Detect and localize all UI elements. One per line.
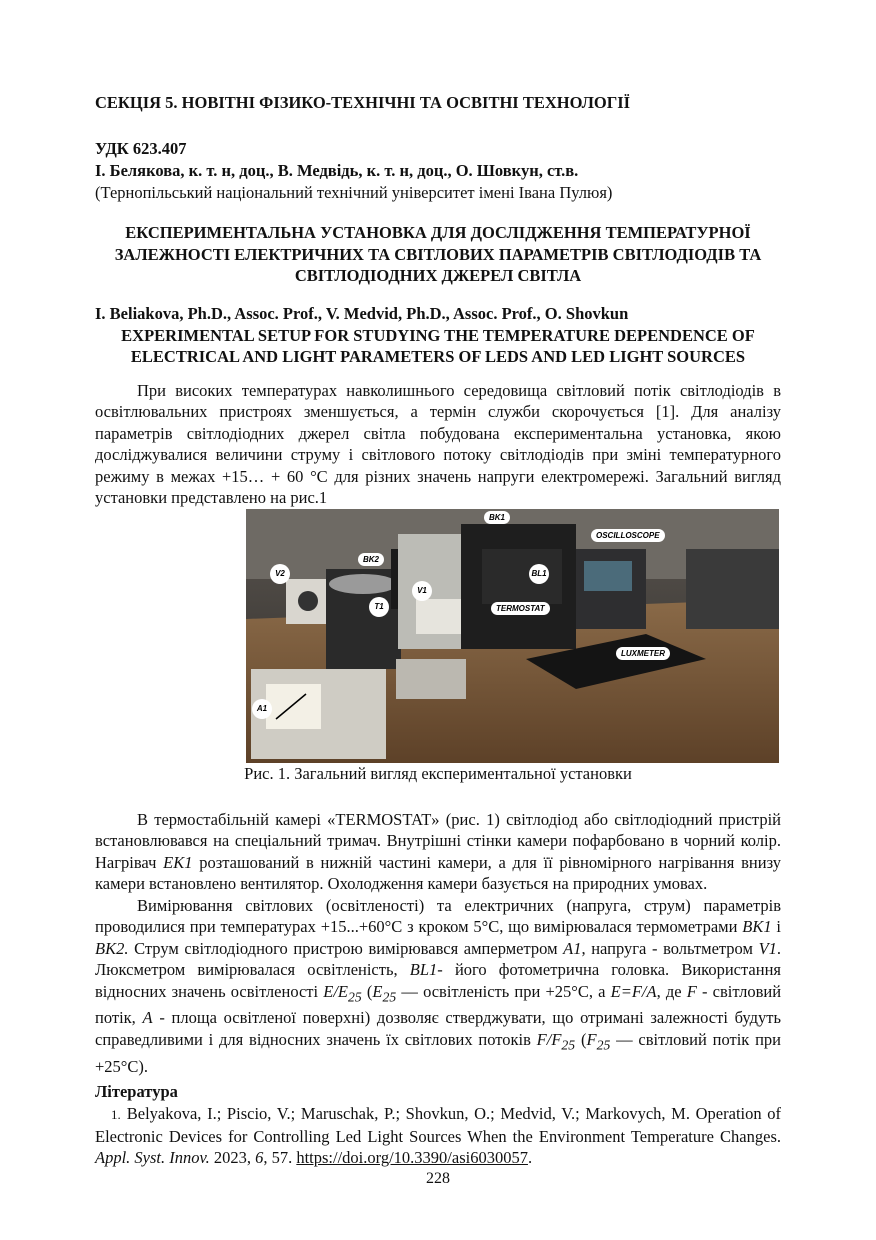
- label-luxmeter: LUXMETER: [616, 647, 670, 660]
- label-a1: A1: [252, 699, 272, 719]
- title-ua: ЕКСПЕРИМЕНТАЛЬНА УСТАНОВКА ДЛЯ ДОСЛІДЖЕННЯ ТЕМПЕРАТУРНОЇ ЗАЛЕЖНОСТІ ЕЛЕКТРИЧНИХ ТА СВІТЛОВИХ ПАРАМЕТРІВ СВІТЛОДІОДІВ ТА СВІТЛОДІОДНИХ ДЖЕРЕЛ СВІТЛА: [114, 223, 762, 285]
- label-termostat: TERMOSTAT: [491, 602, 550, 615]
- label-bk1: BK1: [484, 511, 510, 524]
- label-bk2: BK2: [358, 553, 384, 566]
- label-oscilloscope: OSCILLOSCOPE: [591, 529, 665, 542]
- section-heading: СЕКЦІЯ 5. НОВІТНІ ФІЗИКО-ТЕХНІЧНІ ТА ОСВІТНІ ТЕХНОЛОГІЇ: [95, 93, 631, 112]
- page-number: 228: [426, 1170, 450, 1187]
- title-en: EXPERIMENTAL SETUP FOR STUDYING THE TEMPERATURE DEPENDENCE OF ELECTRICAL AND LIGHT PARAMETERS OF LEDS AND LED LIGHT SOURCES: [121, 325, 755, 366]
- figure-caption: Рис. 1. Загальний вигляд експериментальної установки: [244, 763, 632, 783]
- authors-ua: І. Белякова, к. т. н, доц., В. Медвідь, к. т. н, доц., О. Шовкун, ст.в.: [95, 161, 579, 180]
- udk-code: УДК 623.407: [95, 139, 187, 158]
- label-t1: T1: [369, 597, 389, 617]
- figure-photo: [246, 509, 779, 763]
- paragraph-intro: При високих температурах навколишнього середовища світловий потік світлодіодів в освітлювальних пристроях зменшується, а термін служби скорочується [1]. Для аналізу параметрів світлодіодних джерел світла побудована експериментальна установка, якою досліджувалися величини струму і світлового потоку світлодіодів при зміні температурного режиму в межах +15… + 60 °С для різних значень напруги електромережі. Загальний вигляд установки представлено на рис.1: [95, 380, 781, 507]
- doi-link[interactable]: https://doi.org/10.3390/asi6030057: [296, 1148, 528, 1168]
- reference-item: 1. Belyakova, I.; Piscio, V.; Maruschak, P.; Shovkun, O.; Medvid, V.; Markovych, M. Operation of Electronic Devices for Controlling Led Light Sources When the Environment Temperature Changes. Appl. Syst. Innov. 2023, 6, 57. https://doi.org/10.3390/asi6030057.: [95, 1104, 781, 1168]
- lab-setup-photo: [246, 509, 779, 763]
- authors-en: I. Beliakova, Ph.D., Assoc. Prof., V. Medvid, Ph.D., Assoc. Prof., O. Shovkun: [95, 303, 629, 323]
- paragraph-termostat: В термостабільній камері «TERMOSTAT» (рис. 1) світлодіод або світлодіодний пристрій встановлювався на спеціальний тримач. Внутрішні стінки камери пофарбовано в чорний колір. Нагрівач EK1 розташований в нижній частині камери, а для її рівномірного нагрівання внизу камери встановлено вентилятор. Охолодження камери базується на природних умовах.: [95, 809, 781, 893]
- label-v1: V1: [412, 581, 432, 601]
- affiliation: (Тернопільський національний технічний університет імені Івана Пулюя): [95, 183, 613, 202]
- literature-heading: Література: [95, 1082, 178, 1102]
- label-v2: V2: [270, 564, 290, 584]
- label-bl1: BL1: [529, 564, 549, 584]
- paragraph-measurement: Вимірювання світлових (освітленості) та електричних (напруга, струм) параметрів проводилися при температурах +15...+60°С з кроком 5°С, що вимірювалася термометрами BK1 і BK2. Струм світлодіодного пристрою вимірювався амперметром A1, напруга - вольтметром V1. Люксметром вимірювалася освітленість, BL1- його фотометрична головка. Використання відносних значень освітленості $E/E_{25}$ ($E_{25}$ — освітленість при +25°С, а E=F/A, де F - світловий потік, A - площа освітленої поверхні) дозволяє стверджувати, що отримані залежності будуть справедливими і для відносних значень їх світлових потоків $F/F_{25}$ ($F_{25}$ — світловий потік при +25°С).: [95, 895, 782, 1076]
- page-content: [95, 92, 781, 1169]
